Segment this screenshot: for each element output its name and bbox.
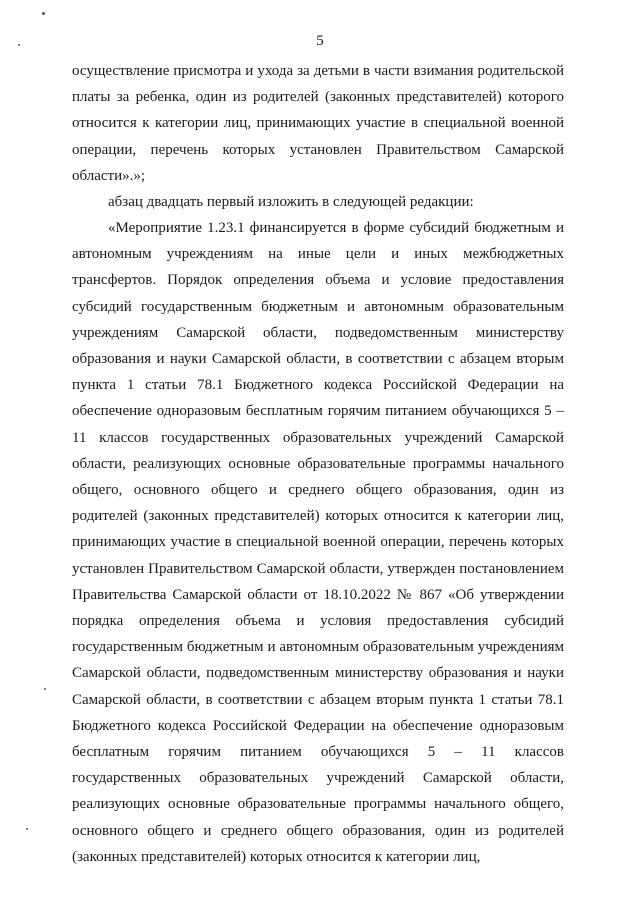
page-number: 5	[316, 33, 324, 49]
continuation-paragraph: осуществление присмотра и ухода за детьми в части взимания родительской платы за ребенка, один из родителей (законных представителей) которого относится к категории лиц, принимающих участие в специальной военной операции, перечень которых установлен Правительством Самарской области».»;	[72, 63, 564, 184]
instruction-text-block	[72, 189, 564, 215]
continuation-text-block	[72, 58, 564, 189]
scan-speck	[26, 828, 28, 830]
scan-speck	[42, 12, 45, 15]
scan-speck	[44, 688, 46, 690]
scan-speck	[18, 44, 20, 46]
measure-text-block	[72, 215, 564, 870]
instruction-paragraph: абзац двадцать первый изложить в следующей редакции:	[108, 194, 474, 210]
measure-paragraph: «Мероприятие 1.23.1 финансируется в форме субсидий бюджетным и автономным учреждениям на иные цели и иных межбюджетных трансфертов. Порядок определения объема и условие предоставления субсидий государственным бюджетным и автономным образовательным учреждениям Самарской области, подведомственным министерству образования и науки Самарской области, в соответствии с абзацем вторым пункта 1 статьи 78.1 Бюджетного кодекса Российской Федерации на обеспечение одноразовым бесплатным горячим питанием обучающихся 5 – 11 классов государственных образовательных учреждений Самарской области, реализующих основные образовательные программы начального общего, основного общего и среднего общего образования, один из родителей (законных представителей) которых относится к категории лиц, принимающих участие в специальной военной операции, перечень которых установлен Правительством Самарской области, утвержден постановлением Правительства Самарской области от 18.10.2022 № 867 «Об утверждении порядка определения объема и условия предоставления субсидий государственным бюджетным и автономным образовательным учреждениям Самарской области, подведомственным министерству образования и науки Самарской области, в соответствии с абзацем вторым пункта 1 статьи 78.1 Бюджетного кодекса Российской Федерации на обеспечение одноразовым бесплатным горячим питанием обучающихся 5 – 11 классов государственных образовательных учреждений Самарской области, реализующих основные образовательные программы начального общего, основного общего и среднего общего образования, один из родителей (законных представителей) которых относится к категории лиц,	[72, 220, 564, 865]
